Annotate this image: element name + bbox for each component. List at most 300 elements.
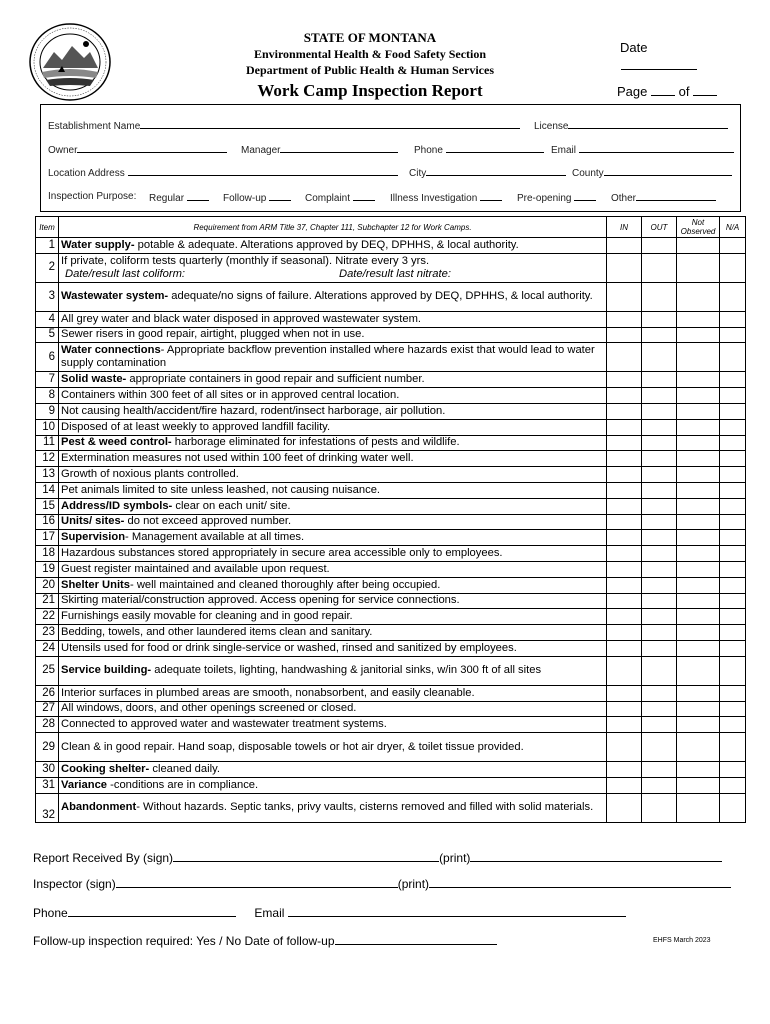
na-checkbox-cell[interactable]: [720, 403, 746, 419]
received-print-label: (print): [439, 851, 471, 865]
requirement-heading: Supervision: [61, 531, 126, 544]
out-checkbox-cell[interactable]: [642, 793, 677, 822]
purpose-regular-label: Regular: [149, 193, 185, 204]
not-observed-checkbox-cell[interactable]: [677, 609, 720, 625]
purpose-illness-field[interactable]: [480, 191, 502, 201]
purpose-followup-field[interactable]: [269, 191, 291, 201]
na-checkbox-cell[interactable]: [720, 498, 746, 514]
na-checkbox-cell[interactable]: [720, 561, 746, 577]
in-checkbox-cell[interactable]: [607, 482, 642, 498]
item-number: 9: [36, 403, 59, 419]
item-number: 31: [36, 777, 59, 793]
in-checkbox-cell[interactable]: [607, 403, 642, 419]
requirement-description: - Management available at all times.: [125, 531, 305, 544]
requirement-heading: Pest & weed control-: [61, 436, 172, 449]
in-checkbox-cell[interactable]: [607, 343, 642, 372]
requirement-description: Growth of noxious plants controlled.: [61, 468, 239, 481]
out-checkbox-cell[interactable]: [642, 577, 677, 593]
purpose-followup-label: Follow-up: [223, 193, 267, 204]
out-checkbox-cell[interactable]: [642, 253, 677, 282]
purpose-complaint-field[interactable]: [353, 191, 375, 201]
received-sign-field[interactable]: [173, 850, 439, 862]
requirement-description: Not causing health/accident/fire hazard, rodent/insect harborage, air pollution.: [61, 404, 446, 417]
email-label: Email: [551, 145, 577, 156]
revision-note: EHFS March 2023: [653, 937, 711, 944]
location-address-field[interactable]: [128, 166, 398, 176]
table-row: [36, 388, 746, 404]
na-checkbox-cell[interactable]: [720, 514, 746, 530]
na-checkbox-cell[interactable]: [720, 435, 746, 451]
not-observed-checkbox-cell[interactable]: [677, 625, 720, 641]
footer-phone-label: Phone: [33, 906, 68, 920]
purpose-complaint-label: Complaint: [305, 193, 351, 204]
in-checkbox-cell[interactable]: [607, 717, 642, 733]
inspector-print-label: (print): [397, 877, 430, 891]
na-checkbox-cell[interactable]: [720, 793, 746, 822]
purpose-preopening-field[interactable]: [574, 191, 596, 201]
requirement-text: [59, 419, 607, 435]
not-observed-checkbox-cell[interactable]: [677, 514, 720, 530]
in-checkbox-cell[interactable]: [607, 530, 642, 546]
out-checkbox-cell[interactable]: [642, 419, 677, 435]
na-checkbox-cell[interactable]: [720, 701, 746, 717]
na-checkbox-cell[interactable]: [720, 717, 746, 733]
item-number: 14: [36, 482, 59, 498]
not-observed-checkbox-cell[interactable]: [677, 238, 720, 254]
requirement-text: [59, 762, 607, 778]
na-checkbox-cell[interactable]: [720, 327, 746, 343]
na-checkbox-cell[interactable]: [720, 372, 746, 388]
phone-label: Phone: [414, 145, 443, 156]
in-checkbox-cell[interactable]: [607, 546, 642, 562]
document-header: [200, 30, 540, 102]
not-observed-checkbox-cell[interactable]: [677, 343, 720, 372]
out-checkbox-cell[interactable]: [642, 701, 677, 717]
na-checkbox-cell[interactable]: [720, 311, 746, 327]
requirement-heading: Water connections: [61, 344, 161, 357]
out-checkbox-cell[interactable]: [642, 282, 677, 311]
followup-line: [33, 933, 497, 948]
date-field[interactable]: [621, 69, 697, 70]
in-checkbox-cell[interactable]: [607, 701, 642, 717]
table-row: [36, 327, 746, 343]
out-checkbox-cell[interactable]: [642, 609, 677, 625]
table-row: [36, 577, 746, 593]
county-label: County: [572, 168, 604, 179]
item-number: 2: [36, 253, 59, 282]
out-checkbox-cell[interactable]: [642, 656, 677, 685]
requirement-description: All windows, doors, and other openings screened or closed.: [61, 702, 357, 715]
item-number: 15: [36, 498, 59, 514]
in-checkbox-cell[interactable]: [607, 311, 642, 327]
out-checkbox-cell[interactable]: [642, 530, 677, 546]
not-observed-checkbox-cell[interactable]: [677, 482, 720, 498]
requirement-text: [59, 546, 607, 562]
inspector-sign-field[interactable]: [116, 876, 398, 888]
item-number: 17: [36, 530, 59, 546]
na-checkbox-cell[interactable]: [720, 625, 746, 641]
inspection-purpose-label: Inspection Purpose:: [48, 191, 137, 202]
requirement-description: adequate toilets, lighting, handwashing & janitorial sinks, w/in 300 ft of all sites: [151, 664, 542, 677]
requirement-heading: Service building-: [61, 664, 152, 677]
requirement-heading: Abandonment: [61, 801, 137, 814]
out-checkbox-cell[interactable]: [642, 777, 677, 793]
requirement-text: [59, 282, 607, 311]
county-field[interactable]: [604, 166, 732, 176]
out-checkbox-cell[interactable]: [642, 403, 677, 419]
not-observed-checkbox-cell[interactable]: [677, 685, 720, 701]
requirement-description: Clean & in good repair. Hand soap, disposable towels or hot air dryer, & toilet tissue provided.: [61, 740, 524, 753]
table-row: [36, 419, 746, 435]
in-checkbox-cell[interactable]: [607, 577, 642, 593]
out-checkbox-cell[interactable]: [642, 546, 677, 562]
requirement-description: Disposed of at least weekly to approved landfill facility.: [61, 420, 331, 433]
requirement-text: [59, 388, 607, 404]
table-row: [36, 546, 746, 562]
in-checkbox-cell[interactable]: [607, 435, 642, 451]
in-checkbox-cell[interactable]: [607, 467, 642, 483]
requirement-text: [59, 593, 607, 609]
not-observed-checkbox-cell[interactable]: [677, 327, 720, 343]
phone-field[interactable]: [446, 143, 544, 153]
requirement-description: Guest register maintained and available upon request.: [61, 562, 330, 575]
not-observed-checkbox-cell[interactable]: [677, 640, 720, 656]
montana-state-seal-icon: [28, 22, 112, 102]
item-number: 32: [36, 793, 59, 822]
requirement-column-header: Requirement from ARM Title 37, Chapter 111, Subchapter 12 for Work Camps.: [59, 217, 607, 238]
requirement-description: Bedding, towels, and other laundered items clean and sanitary.: [61, 626, 373, 639]
not-observed-checkbox-cell[interactable]: [677, 498, 720, 514]
table-row: [36, 343, 746, 372]
not-observed-checkbox-cell[interactable]: [677, 656, 720, 685]
out-checkbox-cell[interactable]: [642, 311, 677, 327]
item-number: 3: [36, 282, 59, 311]
page-counter: [617, 84, 717, 99]
in-checkbox-cell[interactable]: [607, 253, 642, 282]
requirement-description: - Appropriate backflow prevention installed where hazards exist that would lead to water supply contamination: [61, 344, 595, 370]
footer-phone-field[interactable]: [68, 905, 236, 917]
item-number: 13: [36, 467, 59, 483]
table-row: [36, 625, 746, 641]
purpose-preopening-label: Pre-opening: [517, 193, 572, 204]
out-checkbox-cell[interactable]: [642, 451, 677, 467]
requirement-text: [59, 238, 607, 254]
table-row: [36, 435, 746, 451]
in-checkbox-cell[interactable]: [607, 238, 642, 254]
inspector-line: [33, 876, 731, 891]
in-checkbox-cell[interactable]: [607, 372, 642, 388]
table-row: [36, 372, 746, 388]
footer-email-label: Email: [254, 906, 285, 920]
page-total-field[interactable]: [693, 86, 717, 96]
report-title: Work Camp Inspection Report: [257, 81, 483, 100]
not-observed-checkbox-cell[interactable]: [677, 717, 720, 733]
in-checkbox-cell[interactable]: [607, 593, 642, 609]
requirement-text: [59, 253, 607, 282]
inspector-print-field[interactable]: [429, 876, 731, 888]
in-checkbox-cell[interactable]: [607, 793, 642, 822]
out-checkbox-cell[interactable]: [642, 343, 677, 372]
item-number: 29: [36, 733, 59, 762]
out-checkbox-cell[interactable]: [642, 733, 677, 762]
na-checkbox-cell[interactable]: [720, 762, 746, 778]
out-checkbox-cell[interactable]: [642, 435, 677, 451]
requirement-description: potable & adequate. Alterations approved by DEQ, DPHHS, & local authority.: [134, 238, 519, 251]
license-field[interactable]: [568, 119, 728, 129]
not-observed-checkbox-cell[interactable]: [677, 435, 720, 451]
na-checkbox-cell[interactable]: [720, 733, 746, 762]
na-checkbox-cell[interactable]: [720, 282, 746, 311]
not-observed-checkbox-cell[interactable]: [677, 793, 720, 822]
out-checkbox-cell[interactable]: [642, 625, 677, 641]
not-observed-checkbox-cell[interactable]: [677, 762, 720, 778]
requirement-text: [59, 530, 607, 546]
na-checkbox-cell[interactable]: [720, 388, 746, 404]
table-row: [36, 717, 746, 733]
coliform-result-label: Date/result last coliform:: [65, 267, 185, 280]
not-observed-checkbox-cell[interactable]: [677, 561, 720, 577]
out-checkbox-cell[interactable]: [642, 685, 677, 701]
in-checkbox-cell[interactable]: [607, 419, 642, 435]
purpose-illness-label: Illness Investigation: [390, 193, 478, 204]
establishment-name-label: Establishment Name: [48, 121, 141, 132]
na-checkbox-cell[interactable]: [720, 238, 746, 254]
requirement-text: [59, 372, 607, 388]
requirement-description: Utensils used for food or drink single-service or washed, rinsed and sanitized by employees.: [61, 641, 517, 654]
purpose-other-field[interactable]: [636, 191, 716, 201]
not-observed-checkbox-cell[interactable]: [677, 388, 720, 404]
in-checkbox-cell[interactable]: [607, 640, 642, 656]
requirement-description: All grey water and black water disposed in approved wastewater system.: [61, 312, 422, 325]
out-checkbox-cell[interactable]: [642, 482, 677, 498]
table-row: [36, 482, 746, 498]
in-checkbox-cell[interactable]: [607, 514, 642, 530]
item-number: 28: [36, 717, 59, 733]
page-label: Page: [617, 84, 648, 99]
requirement-description: adequate/no signs of failure. Alterations approved by DEQ, DPHHS, & local authority.: [168, 290, 593, 303]
not-observed-checkbox-cell[interactable]: [677, 467, 720, 483]
of-label: of: [678, 84, 690, 99]
out-checkbox-cell[interactable]: [642, 762, 677, 778]
out-checkbox-cell[interactable]: [642, 467, 677, 483]
table-row: [36, 701, 746, 717]
requirement-description: harborage eliminated for infestations of pests and wildlife.: [171, 436, 460, 449]
requirement-description: cleaned daily.: [149, 763, 220, 776]
na-checkbox-cell[interactable]: [720, 451, 746, 467]
item-number: 12: [36, 451, 59, 467]
na-checkbox-cell[interactable]: [720, 593, 746, 609]
na-checkbox-cell[interactable]: [720, 546, 746, 562]
requirement-description: If private, coliform tests quarterly (monthly if seasonal). Nitrate every 3 yrs.: [61, 254, 430, 267]
out-checkbox-cell[interactable]: [642, 498, 677, 514]
table-row: [36, 403, 746, 419]
na-checkbox-cell[interactable]: [720, 467, 746, 483]
state-name: STATE OF MONTANA: [303, 30, 437, 45]
item-number: 8: [36, 388, 59, 404]
inspector-label: Inspector (sign): [33, 877, 116, 891]
in-checkbox-cell[interactable]: [607, 451, 642, 467]
establishment-name-field[interactable]: [140, 119, 520, 129]
not-observed-checkbox-cell[interactable]: [677, 593, 720, 609]
requirement-description: Interior surfaces in plumbed areas are smooth, nonabsorbent, and easily cleanable.: [61, 686, 475, 699]
item-number: 19: [36, 561, 59, 577]
requirement-text: [59, 717, 607, 733]
in-checkbox-cell[interactable]: [607, 609, 642, 625]
establishment-info-box: [40, 104, 741, 212]
requirement-description: appropriate containers in good repair and sufficient number.: [126, 373, 425, 386]
in-checkbox-cell[interactable]: [607, 561, 642, 577]
table-header-row: [36, 217, 746, 238]
department-name: Department of Public Health & Human Services: [246, 63, 494, 77]
in-checkbox-cell[interactable]: [607, 282, 642, 311]
na-checkbox-cell[interactable]: [720, 419, 746, 435]
manager-label: Manager: [241, 145, 281, 156]
in-checkbox-cell[interactable]: [607, 498, 642, 514]
item-number: 21: [36, 593, 59, 609]
na-checkbox-cell[interactable]: [720, 482, 746, 498]
requirement-text: [59, 561, 607, 577]
date-label: Date: [620, 40, 648, 55]
item-number: 7: [36, 372, 59, 388]
requirement-description: Pet animals limited to site unless leashed, not causing nuisance.: [61, 483, 381, 496]
out-checkbox-cell[interactable]: [642, 514, 677, 530]
not-observed-checkbox-cell[interactable]: [677, 311, 720, 327]
out-checkbox-cell[interactable]: [642, 561, 677, 577]
followup-date-field[interactable]: [335, 933, 497, 945]
requirement-text: [59, 640, 607, 656]
na-checkbox-cell[interactable]: [720, 656, 746, 685]
not-observed-checkbox-cell[interactable]: [677, 451, 720, 467]
requirement-description: Skirting material/construction approved. Access opening for service connections.: [61, 594, 460, 607]
table-row: [36, 451, 746, 467]
inspection-items-table: [35, 216, 746, 823]
na-checkbox-cell[interactable]: [720, 530, 746, 546]
page-number-field[interactable]: [651, 86, 675, 96]
out-checkbox-cell[interactable]: [642, 327, 677, 343]
out-checkbox-cell[interactable]: [642, 717, 677, 733]
received-print-field[interactable]: [470, 850, 722, 862]
out-checkbox-cell[interactable]: [642, 372, 677, 388]
na-checkbox-cell[interactable]: [720, 640, 746, 656]
requirement-description: do not exceed approved number.: [124, 515, 292, 528]
out-checkbox-cell[interactable]: [642, 388, 677, 404]
out-checkbox-cell[interactable]: [642, 238, 677, 254]
item-number: 1: [36, 238, 59, 254]
report-received-line: [33, 850, 722, 865]
item-number: 20: [36, 577, 59, 593]
na-checkbox-cell[interactable]: [720, 609, 746, 625]
requirement-text: [59, 793, 607, 822]
manager-field[interactable]: [280, 143, 398, 153]
not-observed-checkbox-cell[interactable]: [677, 419, 720, 435]
location-address-label: Location Address: [48, 168, 125, 179]
requirement-description: Containers within 300 feet of all sites or in approved central location.: [61, 389, 400, 402]
na-checkbox-cell[interactable]: [720, 685, 746, 701]
requirement-text: [59, 327, 607, 343]
not-observed-checkbox-cell[interactable]: [677, 546, 720, 562]
footer-email-field[interactable]: [288, 905, 626, 917]
requirement-description: - well maintained and cleaned thoroughly after being occupied.: [130, 578, 441, 591]
na-checkbox-cell[interactable]: [720, 577, 746, 593]
requirement-text: [59, 777, 607, 793]
na-checkbox-cell[interactable]: [720, 777, 746, 793]
requirement-description: Sewer risers in good repair, airtight, plugged when not in use.: [61, 328, 365, 341]
in-checkbox-cell[interactable]: [607, 388, 642, 404]
received-by-label: Report Received By (sign): [33, 851, 174, 865]
requirement-text: [59, 701, 607, 717]
table-row: [36, 762, 746, 778]
item-number: 23: [36, 625, 59, 641]
na-checkbox-cell[interactable]: [720, 343, 746, 372]
item-number: 10: [36, 419, 59, 435]
item-number: 18: [36, 546, 59, 562]
in-checkbox-cell[interactable]: [607, 733, 642, 762]
requirement-text: [59, 625, 607, 641]
in-checkbox-cell[interactable]: [607, 327, 642, 343]
item-number: 24: [36, 640, 59, 656]
item-number: 4: [36, 311, 59, 327]
followup-label: Follow-up inspection required: Yes / No Date of follow-up: [33, 934, 335, 948]
table-row: [36, 593, 746, 609]
requirement-description: -conditions are in compliance.: [107, 778, 259, 791]
table-row: [36, 253, 746, 282]
table-row: [36, 685, 746, 701]
city-field[interactable]: [426, 166, 566, 176]
requirement-text: [59, 685, 607, 701]
license-label: License: [534, 121, 569, 132]
purpose-other-label: Other: [611, 193, 637, 204]
requirement-description: Connected to approved water and wastewater treatment systems.: [61, 718, 387, 731]
item-number: 26: [36, 685, 59, 701]
out-checkbox-cell[interactable]: [642, 640, 677, 656]
owner-field[interactable]: [77, 143, 227, 153]
out-column-header: OUT: [642, 217, 677, 238]
in-checkbox-cell[interactable]: [607, 762, 642, 778]
not-observed-checkbox-cell[interactable]: [677, 403, 720, 419]
requirement-heading: Address/ID symbols-: [61, 499, 173, 512]
out-checkbox-cell[interactable]: [642, 593, 677, 609]
not-observed-checkbox-cell[interactable]: [677, 733, 720, 762]
email-field[interactable]: [579, 143, 734, 153]
item-column-header: Item: [36, 217, 59, 238]
na-column-header: N/A: [720, 217, 746, 238]
table-row: [36, 467, 746, 483]
not-observed-checkbox-cell[interactable]: [677, 530, 720, 546]
not-observed-checkbox-cell[interactable]: [677, 701, 720, 717]
not-observed-checkbox-cell[interactable]: [677, 577, 720, 593]
not-observed-checkbox-cell[interactable]: [677, 253, 720, 282]
table-row: [36, 640, 746, 656]
not-observed-checkbox-cell[interactable]: [677, 777, 720, 793]
table-row: [36, 498, 746, 514]
not-observed-checkbox-cell[interactable]: [677, 372, 720, 388]
table-row: [36, 530, 746, 546]
in-column-header: IN: [607, 217, 642, 238]
requirement-heading: Shelter Units: [61, 578, 131, 591]
requirement-text: [59, 733, 607, 762]
requirement-text: [59, 403, 607, 419]
item-number: 5: [36, 327, 59, 343]
in-checkbox-cell[interactable]: [607, 656, 642, 685]
na-checkbox-cell[interactable]: [720, 253, 746, 282]
not-observed-checkbox-cell[interactable]: [677, 282, 720, 311]
in-checkbox-cell[interactable]: [607, 685, 642, 701]
in-checkbox-cell[interactable]: [607, 625, 642, 641]
purpose-regular-field[interactable]: [187, 191, 209, 201]
requirement-text: [59, 435, 607, 451]
table-row: [36, 282, 746, 311]
in-checkbox-cell[interactable]: [607, 777, 642, 793]
